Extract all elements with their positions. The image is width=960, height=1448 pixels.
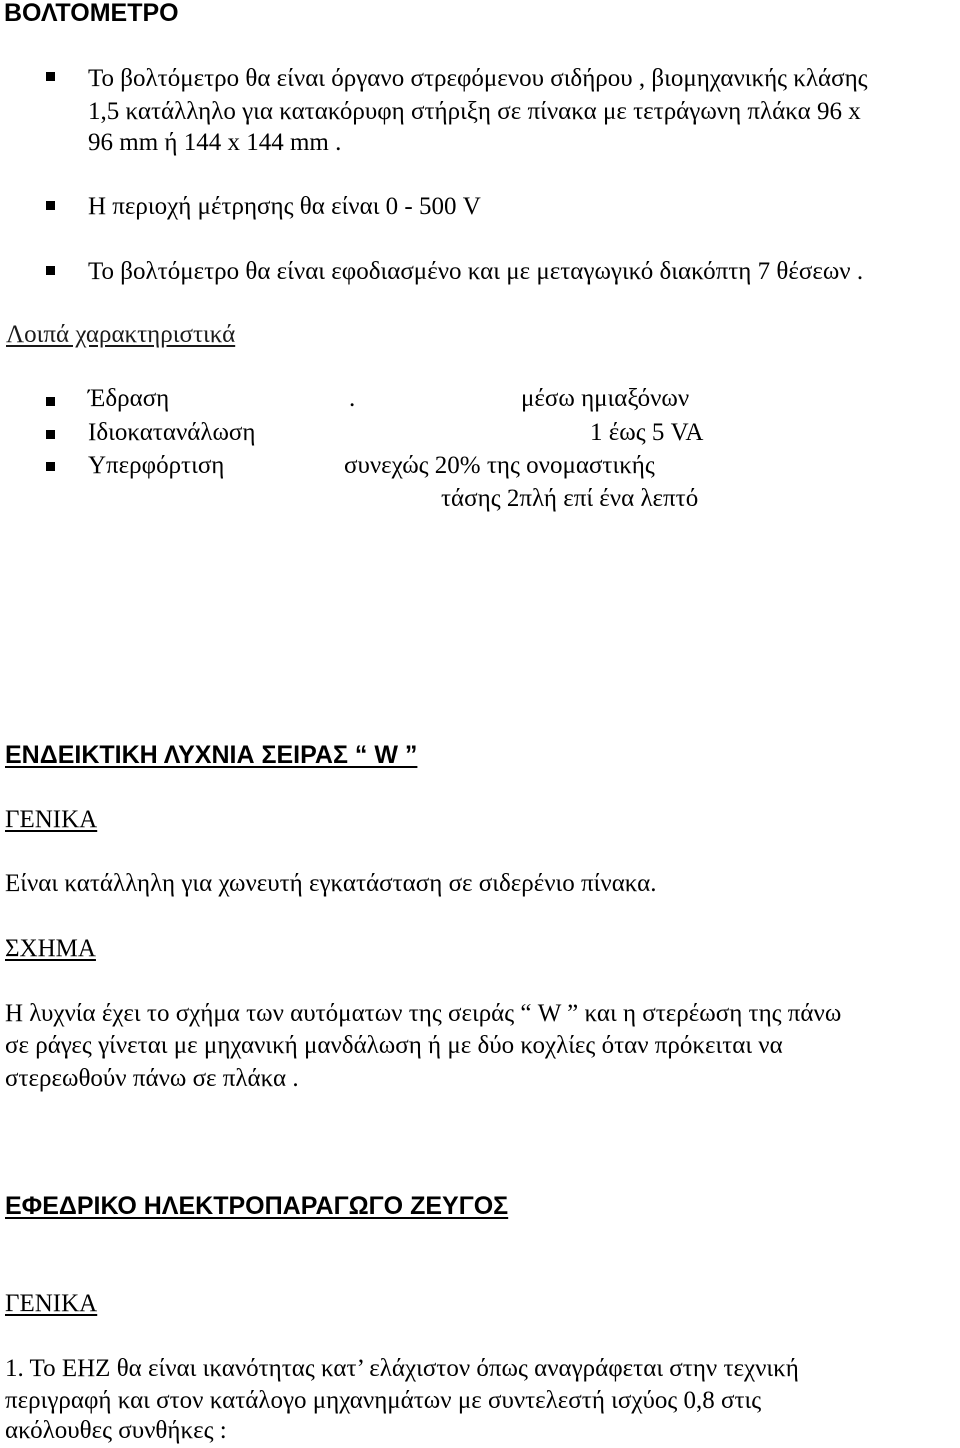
bullet-icon	[46, 462, 55, 471]
lamp-shape-line-2: σε ράγες γίνεται με μηχανική μανδάλωση ή με δύο κοχλίες όταν πρόκειται να	[5, 1032, 783, 1059]
bullet-icon	[46, 72, 55, 81]
lamp-shape-heading: ΣΧΗΜΑ	[5, 935, 96, 962]
generator-line-1: 1. Το ΕΗΖ θα είναι ικανότητας κατ’ ελάχιστον όπως αναγράφεται στην τεχνική	[5, 1355, 799, 1382]
voltmeter-title: ΒΟΛΤΟΜΕΤΡΟ	[4, 0, 179, 27]
bullet-icon	[46, 266, 55, 275]
spec-label-consumption: Ιδιοκατανάλωση	[88, 419, 256, 446]
lamp-general-heading: ΓΕΝΙΚΑ	[5, 806, 98, 833]
voltmeter-bullet-1-line-2: 1,5 κατάλληλο για κατακόρυφη στήριξη σε πίνακα με τετράγωνη πλάκα 96 x	[88, 98, 861, 125]
generator-line-2: περιγραφή και στον κατάλογο μηχανημάτων με συντελεστή ισχύος 0,8 στις	[5, 1387, 762, 1414]
generator-line-3: ακόλουθες συνθήκες :	[5, 1417, 227, 1444]
other-characteristics-heading: Λοιπά χαρακτηριστικά	[6, 321, 236, 348]
spec-value-mounting: μέσω ημιαξόνων	[521, 385, 690, 412]
bullet-icon	[46, 201, 55, 210]
lamp-general-text: Είναι κατάλληλη για χωνευτή εγκατάσταση σε σιδερένιο πίνακα.	[5, 870, 657, 897]
voltmeter-bullet-1-line-3: 96 mm ή 144 x 144 mm .	[88, 129, 342, 156]
bullet-icon	[46, 397, 55, 406]
indicator-lamp-title: ΕΝΔΕΙΚΤΙΚΗ ΛΥΧΝΙΑ ΣΕΙΡΑΣ “ W ”	[5, 741, 418, 769]
spec-value-overload-line-2: τάσης 2πλή επί ένα λεπτό	[441, 485, 699, 512]
bullet-icon	[46, 430, 55, 439]
voltmeter-bullet-3: Το βολτόμετρο θα είναι εφοδιασμένο και με μεταγωγικό διακόπτη 7 θέσεων .	[88, 258, 864, 285]
voltmeter-bullet-1-line-1: Το βολτόμετρο θα είναι όργανο στρεφόμενου σιδήρου , βιομηχανικής κλάσης	[88, 65, 868, 92]
lamp-shape-line-3: στερεωθούν πάνω σε πλάκα .	[5, 1065, 299, 1092]
spec-label-overload: Υπερφόρτιση	[88, 452, 225, 479]
voltmeter-bullet-2: Η περιοχή μέτρησης θα είναι 0 - 500 V	[88, 193, 481, 220]
lamp-shape-line-1: Η λυχνία έχει το σχήμα των αυτόματων της σειράς “ W ” και η στερέωση της πάνω	[5, 1000, 842, 1027]
spec-dot: .	[349, 385, 356, 412]
generator-general-heading: ΓΕΝΙΚΑ	[5, 1290, 98, 1317]
spec-value-consumption: 1 έως 5 VA	[590, 419, 704, 446]
spec-label-mounting: Έδραση	[88, 385, 170, 412]
generator-title: ΕΦΕΔΡΙΚΟ ΗΛΕΚΤΡΟΠΑΡΑΓΩΓΟ ΖΕΥΓΟΣ	[5, 1192, 509, 1220]
spec-value-overload-line-1: συνεχώς 20% της ονομαστικής	[344, 452, 655, 479]
